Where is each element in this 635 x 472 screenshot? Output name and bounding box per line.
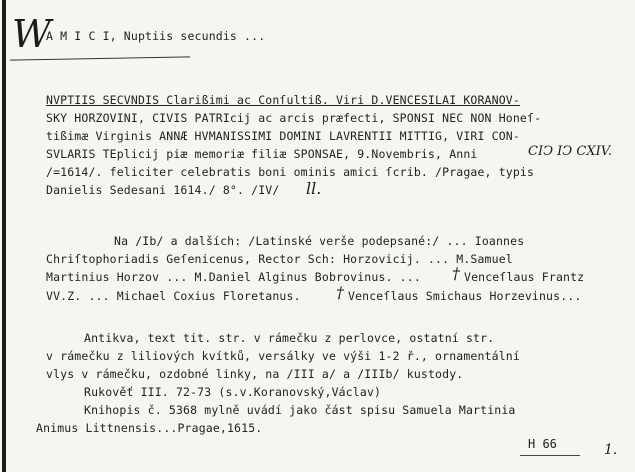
p3-line-6: Animus Littnensis...Pragae,1615. xyxy=(36,421,263,435)
p1-line-4: SVLARIS TEplicij piæ memoriæ filiæ SPONSAE, 9.Novembris, Anni xyxy=(46,147,478,161)
p1-line-1-text: NVPTIIS SECVNDIS Clarißimi ac Conſultiß. Viri D.VENCESILAI KORANOV- xyxy=(46,93,520,107)
p1-line-3: tißimæ Virginis ANNÆ HVMANISSIMI DOMINI LAVRENTII MITTIG, VIRI CON- xyxy=(46,129,520,143)
p2-line-4: VV.Z. ... Michael Coxius Floretanus. xyxy=(46,289,301,303)
p3-line-4: Rukověť III. 72-73 (s.v.Koranovský,Václav) xyxy=(84,385,382,399)
p1-line-6: Danielis Sedesani 1614./ 8°. /IV/ xyxy=(46,183,280,197)
p2-line-1: Na /Ib/ a dalších: /Latinské verše podepsané:/ ... Ioannes xyxy=(114,234,525,248)
card-number: 1. xyxy=(604,442,618,458)
card-left-border xyxy=(2,0,6,472)
p1-hand-mark: ll. xyxy=(306,179,322,198)
header-initial: W xyxy=(12,12,52,56)
p3-line-3: vlys v rámečku, ozdobné linky, na /III a/ a /IIIb/ kustody. xyxy=(46,367,464,381)
call-number: H 66 xyxy=(528,437,557,451)
header-rule xyxy=(10,56,190,60)
p1-line-1 xyxy=(46,92,520,108)
p1-line-5: /=1614/. feliciter celebratis boni ominis amici ſcrib. /Pragae, typis xyxy=(46,165,535,179)
p2-cross-name-2: Venceſlaus Smichaus Horzevinus... xyxy=(348,289,582,303)
p1-hand-year: CIϽ IϽ CXIV. xyxy=(528,144,612,159)
p1-line-2: SKY HORZOVINI, CIVIS PATRIcij ac arcis præfecti, SPONSI NEC NON Honeſ- xyxy=(46,111,542,125)
cross-mark-icon: † xyxy=(336,283,344,302)
p3-line-2: v rámečku z liliových kvítků, versálky ve výši 1-2 ř., ornamentální xyxy=(46,349,520,363)
p2-cross-name-1: Venceſlaus Frantz xyxy=(464,270,585,284)
call-number-rule xyxy=(520,455,580,456)
p3-line-1: Antikva, text tit. str. v rámečku z perlovce, ostatní str. xyxy=(84,331,495,345)
header-title: A M I C I, Nuptiis secundis ... xyxy=(46,29,266,43)
cross-mark-icon: † xyxy=(452,264,460,283)
p3-line-5: Knihopis č. 5368 mylně uvádí jako část spisu Samuela Martinia xyxy=(84,403,516,417)
p2-line-3: Martinius Horzov ... M.Daniel Alginus Bobrovinus. ... xyxy=(46,270,421,284)
p2-line-2: Chriſtophoriadis Geſenicenus, Rector Sch: Horzovicij. ... M.Samuel xyxy=(46,252,513,266)
